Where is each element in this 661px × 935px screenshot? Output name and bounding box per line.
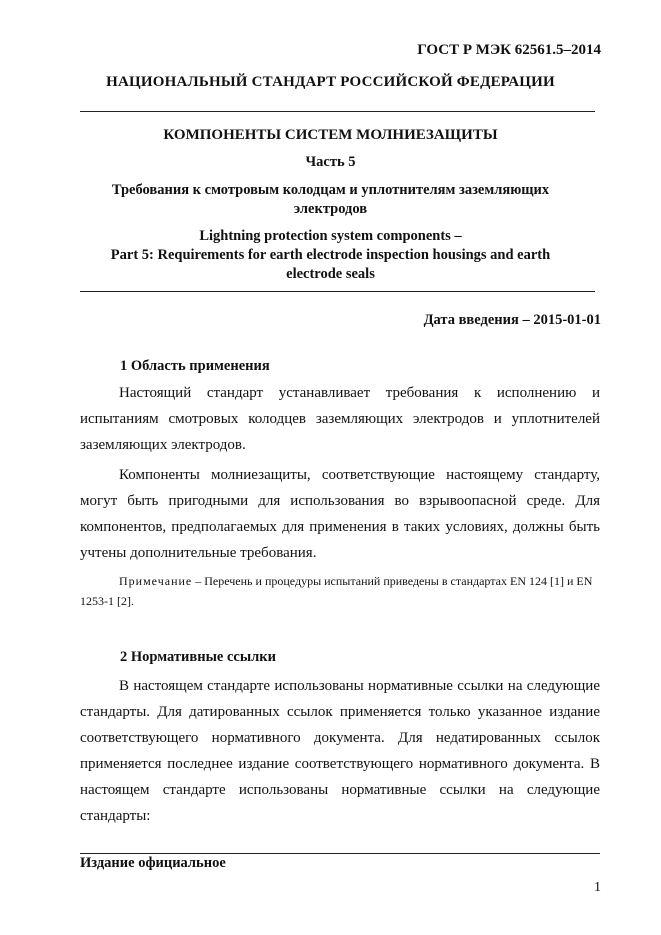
title-divider [80,291,595,292]
top-divider [80,111,595,112]
national-standard-title: НАЦИОНАЛЬНЫЙ СТАНДАРТ РОССИЙСКОЙ ФЕДЕРАЦИИ [106,74,555,90]
official-edition-label: Издание официальное [80,855,226,871]
standard-code: ГОСТ Р МЭК 62561.5–2014 [417,42,601,58]
footer-divider [80,853,600,854]
note-text: – Перечень и процедуры испытаний приведены в стандартах EN 124 [1] и EN 1253-1 [2]. [80,574,593,608]
note-label: Примечание [119,574,193,588]
main-title: КОМПОНЕНТЫ СИСТЕМ МОЛНИЕЗАЩИТЫ [163,127,498,143]
introduction-date: Дата введения – 2015-01-01 [423,312,601,328]
section1-note [80,571,600,611]
part-label: Часть 5 [305,154,356,170]
section2-paragraph1: В настоящем стандарте использованы нормативные ссылки на следующие стандарты. Для датированных ссылок применяется только указанное издание соответствующего нормативного документа. Для недатированных ссылок применяется последнее издание соответствующего нормативного документа. В настоящем стандарте использованы нормативные ссылки на следующие стандарты: [80,678,600,824]
section2-heading: 2 Нормативные ссылки [120,649,276,665]
section1-paragraph2: Компоненты молниезащиты, соответствующие настоящему стандарту, могут быть пригодными для использования во взрывоопасной среде. Для компонентов, предполагаемых для применения в таких условиях, должны быть учтены дополнительные требования. [80,467,600,561]
title-en-line2: Part 5: Requirements for earth electrode inspection housings and earth electrode seals [110,247,551,282]
subtitle-ru: Требования к смотровым колодцам и уплотнителям заземляющих электродов [111,182,550,217]
title-en-line1: Lightning protection system components – [199,228,462,244]
page-number: 1 [594,880,601,895]
section1-paragraph1: Настоящий стандарт устанавливает требования к исполнению и испытаниям смотровых колодцев заземляющих электродов и уплотнителей заземляющих электродов. [80,385,600,453]
section1-heading: 1 Область применения [120,358,270,374]
